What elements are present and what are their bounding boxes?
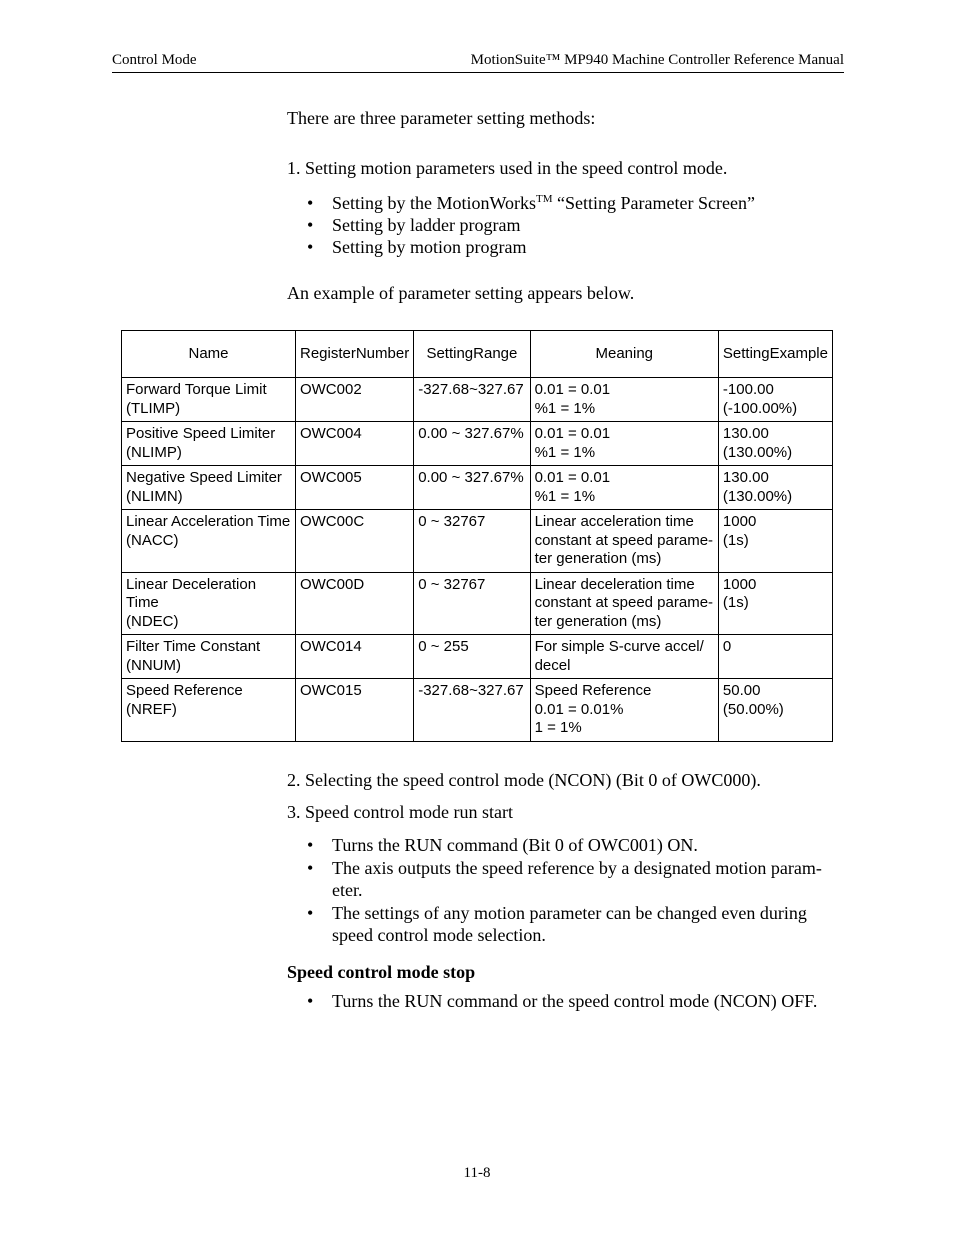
bullet-marker: • [307, 991, 314, 1011]
bullet-item [307, 902, 847, 946]
cell-line: Negative Speed Limiter [126, 469, 282, 486]
table-cell [414, 422, 530, 466]
header-section-title: Control Mode [112, 52, 197, 68]
bullet-item [307, 990, 847, 1012]
cell-line: (130.00%) [722, 443, 793, 461]
bullet-text: Turns the RUN command or the speed control mode (NCON) OFF. [332, 991, 818, 1011]
table-cell [295, 635, 413, 679]
table-cell [414, 572, 530, 635]
cell-line: Forward Torque Limit [126, 381, 267, 398]
cell-line: Linear Acceleration Time [126, 513, 291, 530]
bullet-marker: • [307, 858, 314, 878]
cell-line: OWC002 [299, 381, 362, 398]
bullet-text: The settings of any motion parameter can be changed even during [332, 903, 807, 923]
table-row [122, 679, 833, 742]
cell-line: %1 = 1% [534, 399, 596, 417]
step-2: 2. Selecting the speed control mode (NCON) (Bit 0 of OWC000). [287, 770, 761, 790]
step-1: 1. Setting motion parameters used in the speed control mode. [287, 158, 728, 178]
table-cell [530, 572, 718, 635]
cell-line: (NACC) [126, 531, 179, 549]
step-3-bullets [307, 834, 847, 946]
bullet-item [307, 857, 847, 901]
table-cell [530, 378, 718, 422]
table-cell [414, 510, 530, 573]
table-cell [122, 510, 296, 573]
cell-line: (130.00%) [722, 487, 793, 505]
cell-line: For simple S-curve accel/ [534, 638, 704, 655]
table-cell [718, 679, 832, 742]
cell-line: (1s) [722, 594, 749, 611]
table-row [122, 572, 833, 635]
table-row [122, 635, 833, 679]
bullet-item: • Setting by the MotionWorks™ “Setting Parameter Screen” [307, 193, 755, 213]
table-cell [414, 679, 530, 742]
cell-line: 1 = 1% [534, 719, 582, 736]
cell-line: 0.00 ~ 327.67% [418, 425, 524, 442]
bullet-text: Turns the RUN command (Bit 0 of OWC001) ON. [332, 835, 698, 855]
bullet-marker: • [307, 215, 314, 235]
table-cell [122, 635, 296, 679]
cell-line: Register [299, 344, 356, 362]
cell-line: %1 = 1% [534, 443, 596, 461]
cell-line: constant at speed parame- [534, 594, 714, 611]
column-header [295, 331, 413, 378]
cell-line: Setting [722, 344, 770, 362]
cell-line: -327.68~327.67 [418, 682, 524, 699]
cell-line: Linear deceleration time [534, 575, 695, 593]
cell-line: Linear acceleration time [534, 513, 694, 530]
table-cell [122, 679, 296, 742]
cell-line: Time [126, 594, 159, 611]
table-row [122, 422, 833, 466]
cell-line: 1000 [722, 575, 757, 593]
cell-line: 130.00 [722, 425, 769, 442]
bullet-text: eter. [332, 880, 363, 900]
table-cell [122, 378, 296, 422]
table-cell [414, 466, 530, 510]
column-header [718, 331, 832, 378]
table-cell [122, 422, 296, 466]
table-cell [295, 572, 413, 635]
cell-line: Speed Reference [534, 682, 652, 699]
bullet-item: • Setting by motion program [307, 237, 527, 257]
cell-line: 130.00 [722, 469, 769, 486]
table-cell [295, 510, 413, 573]
cell-line: Filter Time Constant [126, 638, 261, 655]
table-cell [530, 510, 718, 573]
cell-line: OWC00D [299, 575, 365, 593]
cell-line: Setting [426, 344, 474, 362]
table-cell [530, 679, 718, 742]
cell-line: OWC00C [299, 513, 365, 530]
cell-line: ter generation (ms) [534, 550, 662, 567]
table-cell [718, 466, 832, 510]
bullet-marker: • [307, 193, 314, 213]
step-1-bullets [307, 192, 847, 258]
cell-line: Name [188, 344, 229, 362]
table-row [122, 466, 833, 510]
cell-line: -100.00 [722, 381, 774, 398]
cell-line: Linear Deceleration [126, 575, 257, 593]
cell-line: 0 ~ 255 [418, 638, 469, 655]
table-cell [718, 635, 832, 679]
table-cell [414, 378, 530, 422]
cell-line: OWC014 [299, 638, 362, 655]
column-header [414, 331, 530, 378]
cell-line: 50.00 [722, 682, 761, 699]
cell-line: 1000 [722, 513, 757, 530]
table-cell [295, 422, 413, 466]
page-number: 11-8 [463, 1165, 491, 1181]
cell-line: OWC005 [299, 469, 362, 486]
cell-line: 0 ~ 32767 [418, 575, 486, 593]
cell-line: Number [355, 344, 410, 362]
section-heading: Speed control mode stop [287, 962, 476, 982]
table-cell [718, 510, 832, 573]
cell-line: 0.01 = 0.01 [534, 381, 611, 398]
cell-line: (NLIMN) [126, 487, 183, 505]
cell-line: (TLIMP) [126, 399, 181, 417]
table-cell [530, 635, 718, 679]
cell-line: -327.68~327.67 [418, 381, 524, 398]
page-header [112, 52, 844, 73]
stop-bullets [307, 990, 847, 1012]
bullet-item: • Setting by ladder program [307, 215, 521, 235]
bullet-text: The axis outputs the speed reference by a designated motion param- [332, 858, 822, 878]
cell-line: OWC015 [299, 682, 362, 699]
cell-line: decel [534, 656, 571, 674]
cell-line: ter generation (ms) [534, 612, 662, 630]
bullet-item [307, 834, 847, 856]
table-cell [718, 378, 832, 422]
table-header-row [122, 331, 833, 378]
cell-line: 0 ~ 32767 [418, 513, 486, 530]
table-cell [530, 422, 718, 466]
table-cell [295, 466, 413, 510]
cell-line: 0 [722, 638, 732, 655]
bullet-marker: • [307, 835, 314, 855]
table-cell [295, 378, 413, 422]
cell-line: (NREF) [126, 700, 177, 718]
table-cell [295, 679, 413, 742]
column-header [530, 331, 718, 378]
table-cell [718, 422, 832, 466]
example-intro: An example of parameter setting appears below. [287, 283, 635, 303]
parameter-table [121, 330, 833, 742]
table-cell [122, 466, 296, 510]
cell-line: 0.00 ~ 327.67% [418, 469, 524, 486]
cell-line: OWC004 [299, 425, 362, 442]
cell-line: (NLIMP) [126, 443, 182, 461]
cell-line: (1s) [722, 531, 749, 549]
cell-line: (-100.00%) [722, 399, 798, 417]
table-cell [414, 635, 530, 679]
table-cell [718, 572, 832, 635]
cell-line: Range [473, 344, 518, 362]
step-3: 3. Speed control mode run start [287, 802, 513, 822]
bullet-text: speed control mode selection. [332, 925, 546, 945]
cell-line: Example [769, 344, 828, 362]
table-cell [122, 572, 296, 635]
cell-line: 0.01 = 0.01 [534, 469, 611, 486]
cell-line: constant at speed parame- [534, 531, 714, 549]
table-row [122, 378, 833, 422]
bullet-marker: • [307, 237, 314, 257]
cell-line: (NDEC) [126, 612, 179, 630]
header-manual-title: MotionSuite™ MP940 Machine Controller Reference Manual [470, 52, 844, 68]
cell-line: (NNUM) [126, 656, 181, 674]
cell-line: (50.00%) [722, 700, 784, 718]
table-row [122, 510, 833, 573]
cell-line: Meaning [595, 344, 654, 362]
column-header [122, 331, 296, 378]
cell-line: Speed Reference [126, 682, 243, 699]
cell-line: %1 = 1% [534, 487, 596, 505]
bullet-marker: • [307, 903, 314, 923]
cell-line: 0.01 = 0.01 [534, 425, 611, 442]
table-cell [530, 466, 718, 510]
cell-line: Positive Speed Limiter [126, 425, 276, 442]
intro-text: There are three parameter setting methods: [287, 108, 596, 128]
cell-line: 0.01 = 0.01% [534, 700, 624, 718]
